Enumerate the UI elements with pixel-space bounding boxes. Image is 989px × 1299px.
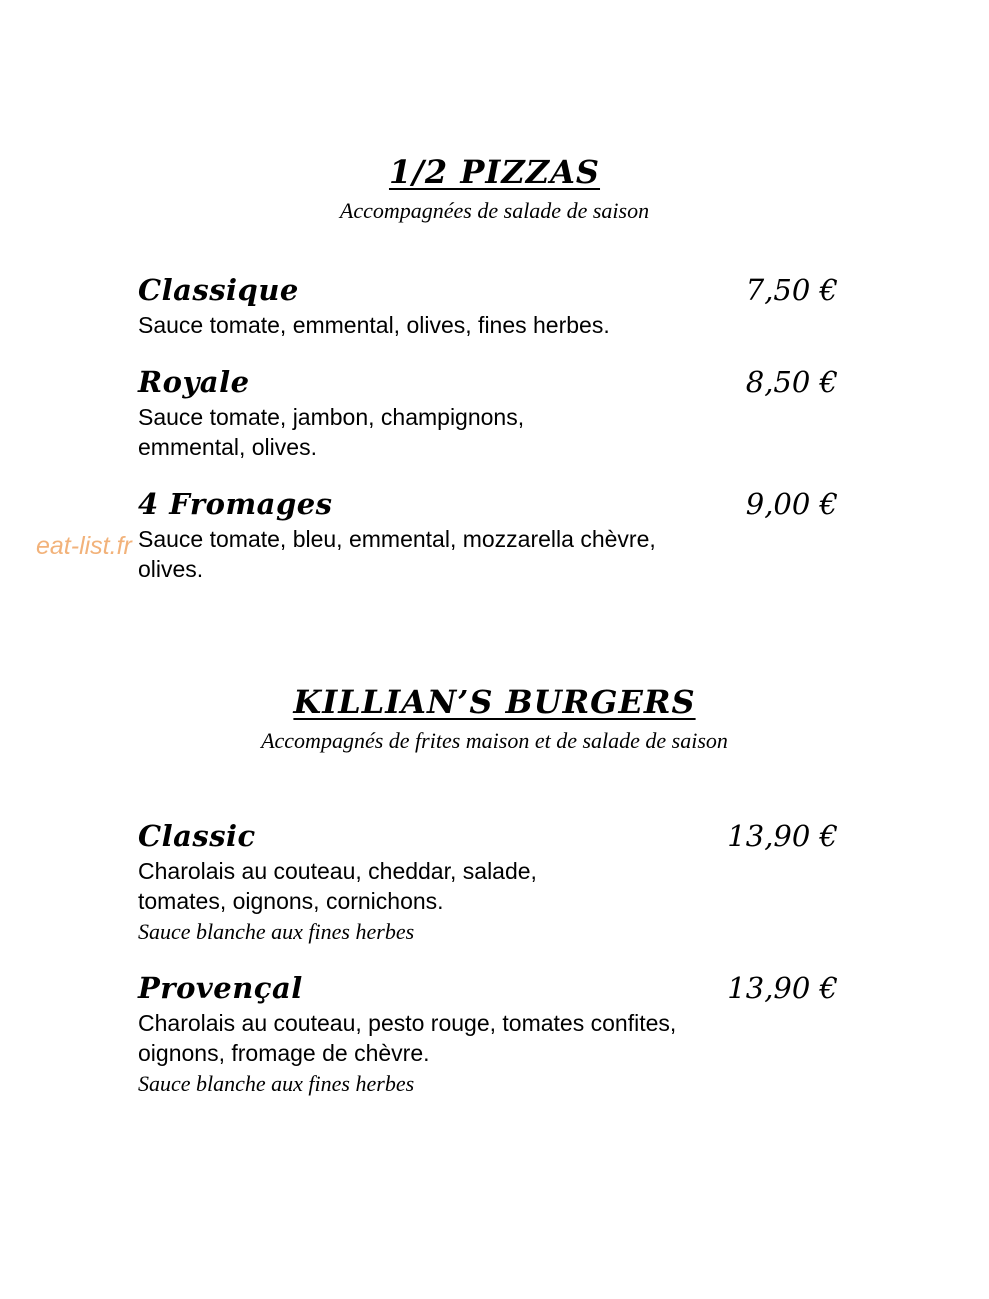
menu-item-pizza-classique [138,272,848,342]
item-name: Classique [138,273,299,307]
item-description: Sauce tomate, emmental, olives, fines herbes. [138,312,610,338]
burgers-section-subtitle: Accompagnés de frites maison et de salade de saison [261,728,728,753]
item-name: Royale [138,365,250,399]
pizzas-section-title: 1/2 PIZZAS [388,153,601,191]
item-description: Sauce tomate, bleu, emmental, mozzarella chèvre, olives. [138,526,656,582]
menu-item-pizza-royale [138,364,848,464]
item-description: Charolais au couteau, cheddar, salade, tomates, oignons, cornichons. [138,858,537,914]
item-name: Classic [138,819,256,853]
menu-item-burger-classic [138,818,848,950]
item-price: 13,90 € [727,819,838,853]
item-description: Sauce tomate, jambon, champignons, emmental, olives. [138,404,525,460]
watermark-logo: eat-list.fr [36,532,132,560]
menu-item-pizza-4-fromages [138,486,848,586]
item-price: 9,00 € [745,487,838,521]
item-name: 4 Fromages [138,487,333,521]
burgers-section-title: KILLIAN’S BURGERS [293,683,696,721]
item-description: Charolais au couteau, pesto rouge, tomates confites, oignons, fromage de chèvre. [138,1010,677,1066]
pizzas-section-subtitle: Accompagnées de salade de saison [339,198,650,223]
item-sauce: Sauce blanche aux fines herbes [138,1071,415,1096]
item-price: 8,50 € [745,365,838,399]
item-price: 7,50 € [745,273,838,307]
menu-item-burger-provencal [138,970,848,1102]
item-name: Provençal [138,971,303,1005]
item-price: 13,90 € [727,971,838,1005]
item-sauce: Sauce blanche aux fines herbes [138,919,415,944]
